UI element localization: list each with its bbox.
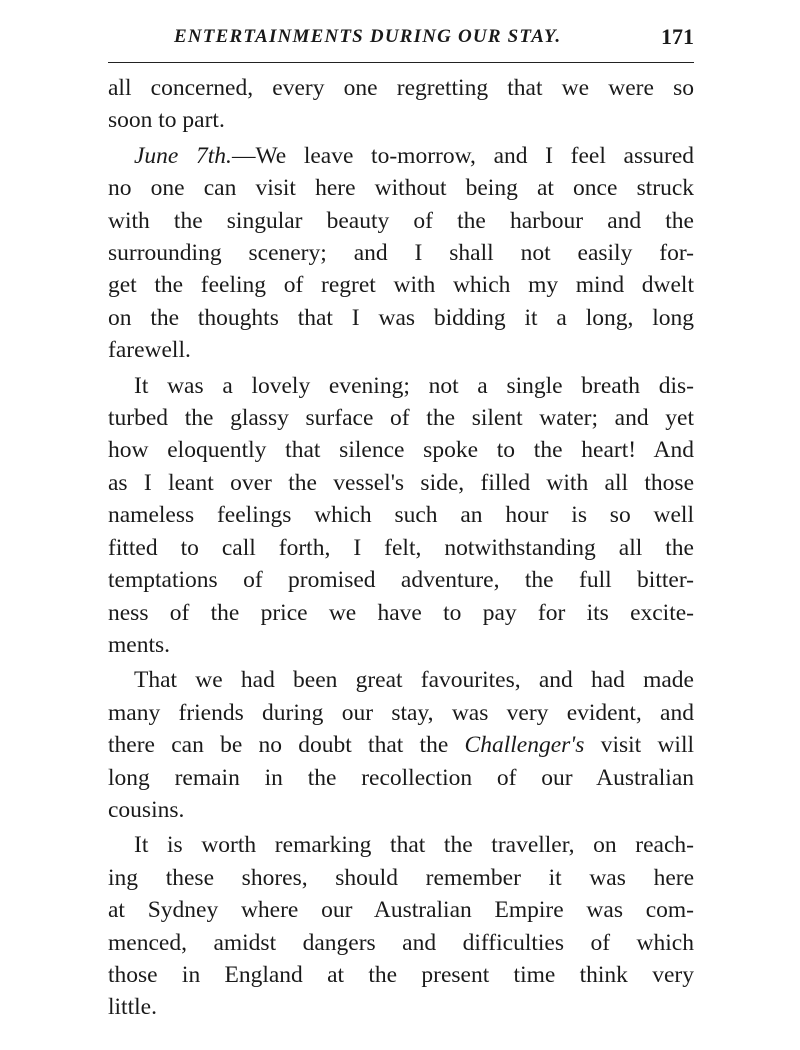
text-line: as I leant over the vessel's side, filled with all those bbox=[108, 469, 694, 496]
text-fragment: there can be no doubt that the bbox=[108, 732, 465, 759]
running-head bbox=[108, 22, 694, 58]
text-line: with the singular beauty of the harbour and the bbox=[108, 207, 694, 234]
text-line: It was a lovely evening; not a single breath dis- bbox=[134, 372, 694, 399]
text-line: ness of the price we have to pay for its excite- bbox=[108, 599, 694, 626]
text-line: ments. bbox=[108, 631, 171, 658]
text-line: cousins. bbox=[108, 796, 185, 823]
text-line: long remain in the recollection of our Australian bbox=[108, 764, 694, 791]
text-line: all concerned, every one regretting that we were so bbox=[108, 75, 694, 101]
text-line: at Sydney where our Australian Empire was com- bbox=[108, 897, 694, 924]
text-line: those in England at the present time think very bbox=[108, 961, 694, 988]
text-line: turbed the glassy surface of the silent water; and yet bbox=[108, 405, 694, 432]
text-line: soon to part. bbox=[108, 107, 225, 134]
body-text bbox=[108, 72, 694, 1024]
text-line: It is worth remarking that the traveller, on reach- bbox=[134, 832, 694, 859]
paragraph-5 bbox=[108, 829, 694, 1023]
header-rule bbox=[108, 62, 694, 63]
date-label: June 7th. bbox=[134, 142, 232, 169]
text-line: get the feeling of regret with which my mind dwelt bbox=[108, 272, 694, 299]
paragraph-2 bbox=[108, 140, 694, 367]
text-line bbox=[108, 140, 694, 172]
paragraph-3 bbox=[108, 370, 694, 662]
text-line: on the thoughts that I was bidding it a long, long bbox=[108, 304, 694, 331]
text-line: many friends during our stay, was very evident, and bbox=[108, 699, 694, 726]
text-line: how eloquently that silence spoke to the heart! And bbox=[108, 437, 694, 464]
text-line: temptations of promised adventure, the full bitter- bbox=[108, 567, 694, 594]
paragraph-4 bbox=[108, 664, 694, 826]
text-fragment: —We leave to-morrow, and I feel assured bbox=[231, 142, 695, 169]
text-line: fitted to call forth, I felt, notwithstanding all the bbox=[108, 534, 694, 561]
text-fragment: visit will bbox=[584, 732, 695, 759]
text-line bbox=[108, 729, 694, 761]
ship-name: Challenger's bbox=[464, 732, 585, 759]
running-title: ENTERTAINMENTS DURING OUR STAY. bbox=[174, 26, 562, 47]
text-line: no one can visit here without being at once struck bbox=[108, 175, 694, 202]
text-line: farewell. bbox=[108, 337, 191, 364]
paragraph-1 bbox=[108, 72, 694, 137]
text-line: That we had been great favourites, and had made bbox=[134, 667, 694, 694]
text-line: little. bbox=[108, 994, 157, 1021]
text-line: surrounding scenery; and I shall not easily for- bbox=[108, 240, 694, 267]
text-line: nameless feelings which such an hour is so well bbox=[108, 502, 694, 529]
text-line: menced, amidst dangers and difficulties of which bbox=[108, 929, 694, 956]
text-line: ing these shores, should remember it was here bbox=[108, 864, 694, 891]
page-number: 171 bbox=[661, 24, 694, 49]
